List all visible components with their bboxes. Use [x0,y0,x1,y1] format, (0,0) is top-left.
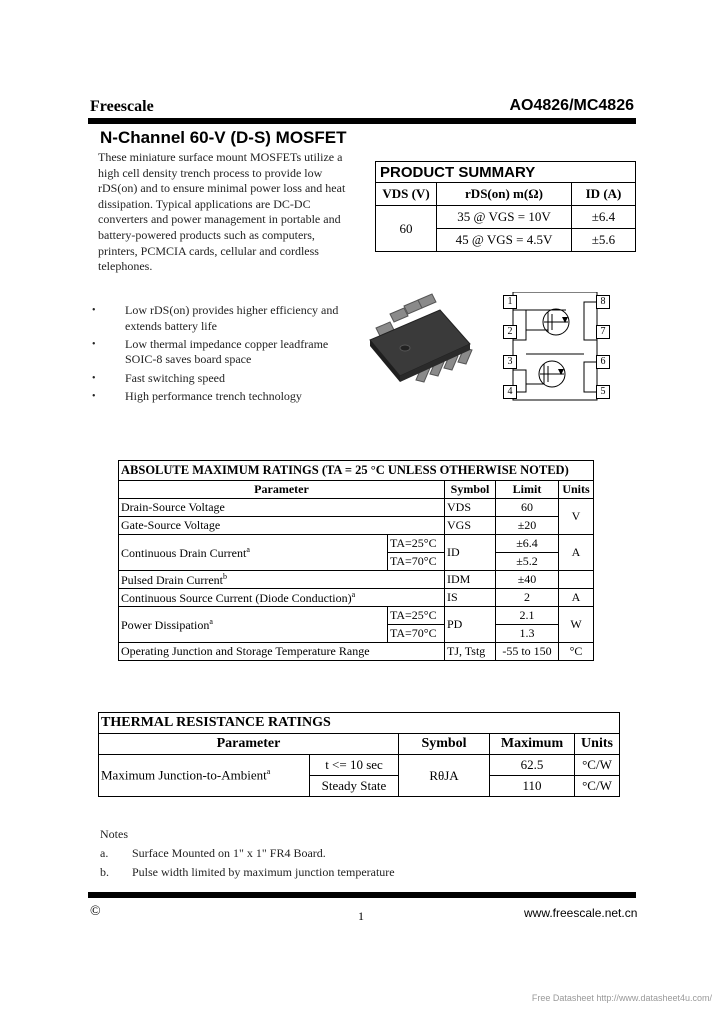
param-is-text: Continuous Source Current (Diode Conduction) [121,590,352,605]
absolute-max-ratings-table [118,460,594,661]
unit-tj: °C [559,643,594,661]
page-number: 1 [358,909,364,923]
intro-line: converters and power management in portable and [98,212,341,227]
watermark-text: Free Datasheet http://www.datasheet4u.com/ [531,993,712,1003]
unit-volts: V [559,499,594,535]
max-t10: 62.5 [490,755,575,776]
soic8-package-image [360,290,480,390]
intro-line: These miniature surface mount MOSFETs utilize a [98,150,343,164]
unit-idm [559,571,594,589]
limit-idm: ±40 [496,571,559,589]
note-item [100,844,395,863]
param-idm-note: b [222,571,227,581]
feature-item: • High performance trench technology [92,389,342,405]
intro-line: rDS(on) and to ensure minimal power loss and heat [98,181,346,196]
product-summary-title: PRODUCT SUMMARY [376,162,636,183]
sym-vds: VDS [445,499,496,517]
unit-pd: W [559,607,594,643]
param-pd-note: a [209,616,213,626]
param-tj: Operating Junction and Storage Temperature Range [119,643,445,661]
col-symbol: Symbol [399,734,490,755]
intro-line: telephones. [98,259,153,274]
thermal-title: THERMAL RESISTANCE RATINGS [99,713,620,734]
col-symbol: Symbol [445,481,496,499]
brand-name: Freescale [90,98,154,115]
thermal-resistance-table [98,712,620,797]
rds-value: 45 @ VGS = 4.5V [437,229,572,252]
param-pd [119,607,388,643]
pin-label-7: 7 [596,325,610,339]
product-summary-table [375,161,636,252]
notes-section [100,825,395,882]
feature-item: • Low rDS(on) provides higher efficiency and extends battery life [92,303,342,334]
limit-pd-70: 1.3 [496,625,559,643]
unit-steady: °C/W [575,776,620,797]
param-pd-text: Power Dissipation [121,617,210,632]
header-rule [88,118,636,124]
abs-max-title: ABSOLUTE MAXIMUM RATINGS (TA = 25 °C UNLESS OTHERWISE NOTED) [119,461,594,481]
param-vds: Drain-Source Voltage [119,499,445,517]
sym-idm: IDM [445,571,496,589]
pin-label-5: 5 [596,385,610,399]
note-label: b. [100,865,109,879]
limit-is: 2 [496,589,559,607]
intro-line: high cell density trench process to provide low [98,165,323,180]
note-label: a. [100,846,109,860]
sym-vgs: VGS [445,517,496,535]
param-vgs: Gate-Source Voltage [119,517,445,535]
col-units: Units [575,734,620,755]
footer-rule [88,892,636,898]
cond-id-70: TA=70°C [388,553,445,571]
cond-pd-70: TA=70°C [388,625,445,643]
pin-label-3: 3 [503,355,517,369]
param-id-note: a [246,544,250,554]
cond-pd-25: TA=25°C [388,607,445,625]
intro-line: battery-powered products such as computers, [98,227,315,242]
col-maximum: Maximum [490,734,575,755]
pinout-diagram [496,292,614,402]
copyright-symbol: © [90,904,101,919]
note-text: Pulse width limited by maximum junction temperature [132,865,395,879]
param-id [119,535,388,571]
param-is-note: a [351,589,356,599]
col-parameter: Parameter [119,481,445,499]
param-rtheta-note: a [266,767,271,777]
col-rds: rDS(on) m(Ω) [437,183,572,206]
notes-title: Notes [100,827,128,841]
feature-item: • Low thermal impedance copper leadframe SOIC-8 saves board space [92,337,342,368]
pin-label-2: 2 [503,325,517,339]
col-limit: Limit [496,481,559,499]
limit-id-70: ±5.2 [496,553,559,571]
col-vds: VDS (V) [376,183,437,206]
col-id: ID (A) [572,183,636,206]
note-text: Surface Mounted on 1" x 1" FR4 Board. [132,846,326,860]
pin-label-8: 8 [596,295,610,309]
max-steady: 110 [490,776,575,797]
limit-pd-25: 2.1 [496,607,559,625]
feature-list [92,303,342,407]
param-id-text: Continuous Drain Current [121,545,247,560]
unit-id: A [559,535,594,571]
pin-label-1: 1 [503,295,517,309]
col-parameter: Parameter [99,734,399,755]
note-item [100,863,395,882]
pin-label-6: 6 [596,355,610,369]
cond-id-25: TA=25°C [388,535,445,553]
limit-tj: -55 to 150 [496,643,559,661]
sym-tj: TJ, Tstg [445,643,496,661]
sym-pd: PD [445,607,496,643]
unit-t10: °C/W [575,755,620,776]
limit-vgs: ±20 [496,517,559,535]
col-units: Units [559,481,594,499]
param-idm-text: Pulsed Drain Current [121,572,223,587]
cond-t10: t <= 10 sec [310,755,399,776]
id-value: ±5.6 [572,229,636,252]
document-title: N-Channel 60-V (D-S) MOSFET [100,128,347,147]
website-link[interactable]: www.freescale.net.cn [524,906,638,920]
id-value: ±6.4 [572,206,636,229]
sym-id: ID [445,535,496,571]
part-number: AO4826/MC4826 [509,97,634,114]
intro-line: dissipation. Typical applications are DC-DC [98,196,311,211]
unit-is: A [559,589,594,607]
feature-item: • Fast switching speed [92,371,342,387]
param-rtheta [99,755,310,797]
vds-value: 60 [376,206,437,252]
param-is [119,589,445,607]
param-idm [119,571,445,589]
sym-is: IS [445,589,496,607]
limit-vds: 60 [496,499,559,517]
param-rtheta-text: Maximum Junction-to-Ambient [101,767,267,783]
rds-value: 35 @ VGS = 10V [437,206,572,229]
pin-label-4: 4 [503,385,517,399]
intro-paragraph [98,150,348,275]
cond-steady: Steady State [310,776,399,797]
sym-rtheta: RθJA [399,755,490,797]
intro-line: printers, PCMCIA cards, cellular and cordless [98,243,319,258]
limit-id-25: ±6.4 [496,535,559,553]
